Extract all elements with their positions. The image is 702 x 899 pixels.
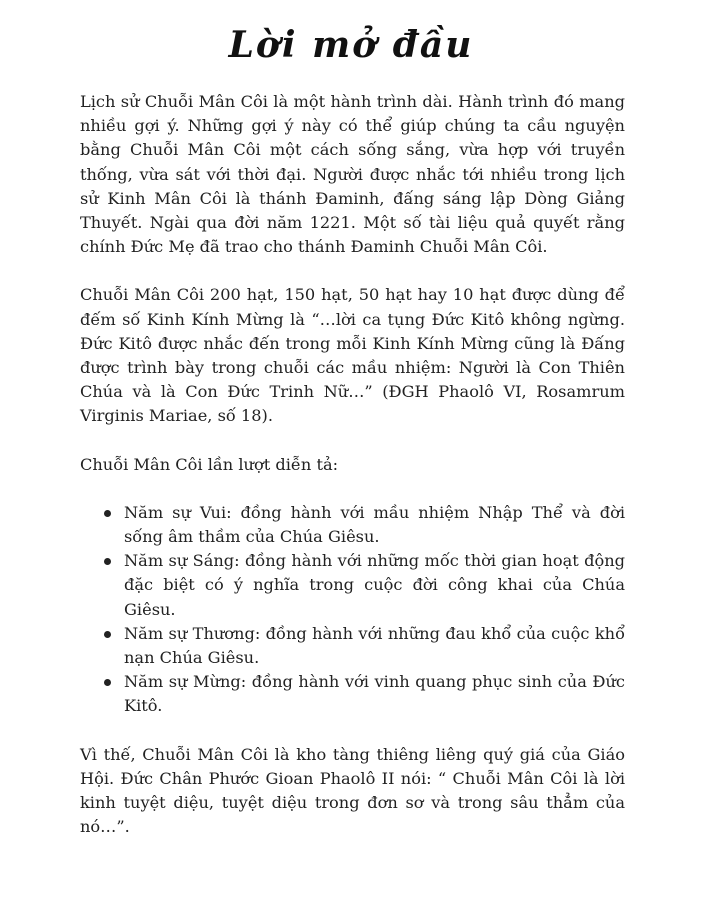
paragraph-closing: Vì thế, Chuỗi Mân Côi là kho tàng thiêng liêng quý giá của Giáo Hội. Đức Chân Phước Gioan Phaolô II nói: “ Chuỗi Mân Côi là lời kinh tuyệt diệu, tuyệt diệu trong đơn sơ và trong sâu thẳm của nó…”. (80, 744, 625, 837)
list-item-text: Năm sự Thương: đồng hành với những đau khổ của cuộc khổ nạn Chúa Giêsu. (124, 623, 625, 668)
bullet-icon (104, 558, 111, 565)
mysteries-list (80, 501, 625, 719)
bullet-icon (104, 510, 111, 517)
paragraph-history: Lịch sử Chuỗi Mân Côi là một hành trình dài. Hành trình đó mang nhiều gợi ý. Những gợi ý này có thể giúp chúng ta cầu nguyện bằng Chuỗi Mân Côi một cách sống sắng, vừa hợp với truyền thống, vừa sát với thời đại. Người được nhắc tới nhiều trong lịch sử Kinh Mân Côi là thánh Đaminh, đấng sáng lập Dòng Giảng Thuyết. Ngài qua đời năm 1221. Một số tài liệu quả quyết rằng chính Đức Mẹ đã trao cho thánh Đaminh Chuỗi Mân Côi. (80, 92, 625, 257)
list-item (124, 670, 625, 718)
list-item-text: Năm sự Vui: đồng hành với mầu nhiệm Nhập Thể và đời sống âm thầm của Chúa Giêsu. (124, 502, 625, 547)
list-item-text: Năm sự Mừng: đồng hành với vinh quang phục sinh của Đức Kitô. (124, 672, 625, 716)
list-item (124, 622, 625, 670)
paragraph-beads: Chuỗi Mân Côi 200 hạt, 150 hạt, 50 hạt hay 10 hạt được dùng để đếm số Kinh Kính Mừng là “…lời ca tụng Đức Kitô không ngừng. Đức Kitô được nhắc đến trong mỗi Kinh Kính Mừng cũng là Đấng được trình bày trong chuỗi các mầu nhiệm: Người là Con Thiên Chúa và là Con Đức Trinh Nữ…” (ĐGH Phaolô VI, Rosamrum Virginis Mariae, số 18). (80, 285, 625, 426)
list-item (124, 501, 625, 549)
page-title: Lời mở đầu (228, 24, 474, 66)
bullet-icon (104, 679, 111, 686)
document-body (80, 90, 625, 863)
bullet-icon (104, 631, 111, 638)
list-item (124, 549, 625, 622)
paragraph-list-intro: Chuỗi Mân Côi lần lượt diễn tả: (80, 454, 339, 474)
list-item-text: Năm sự Sáng: đồng hành với những mốc thời gian hoạt động đặc biệt có ý nghĩa trong cuộc đời công khai của Chúa Giêsu. (124, 551, 625, 619)
